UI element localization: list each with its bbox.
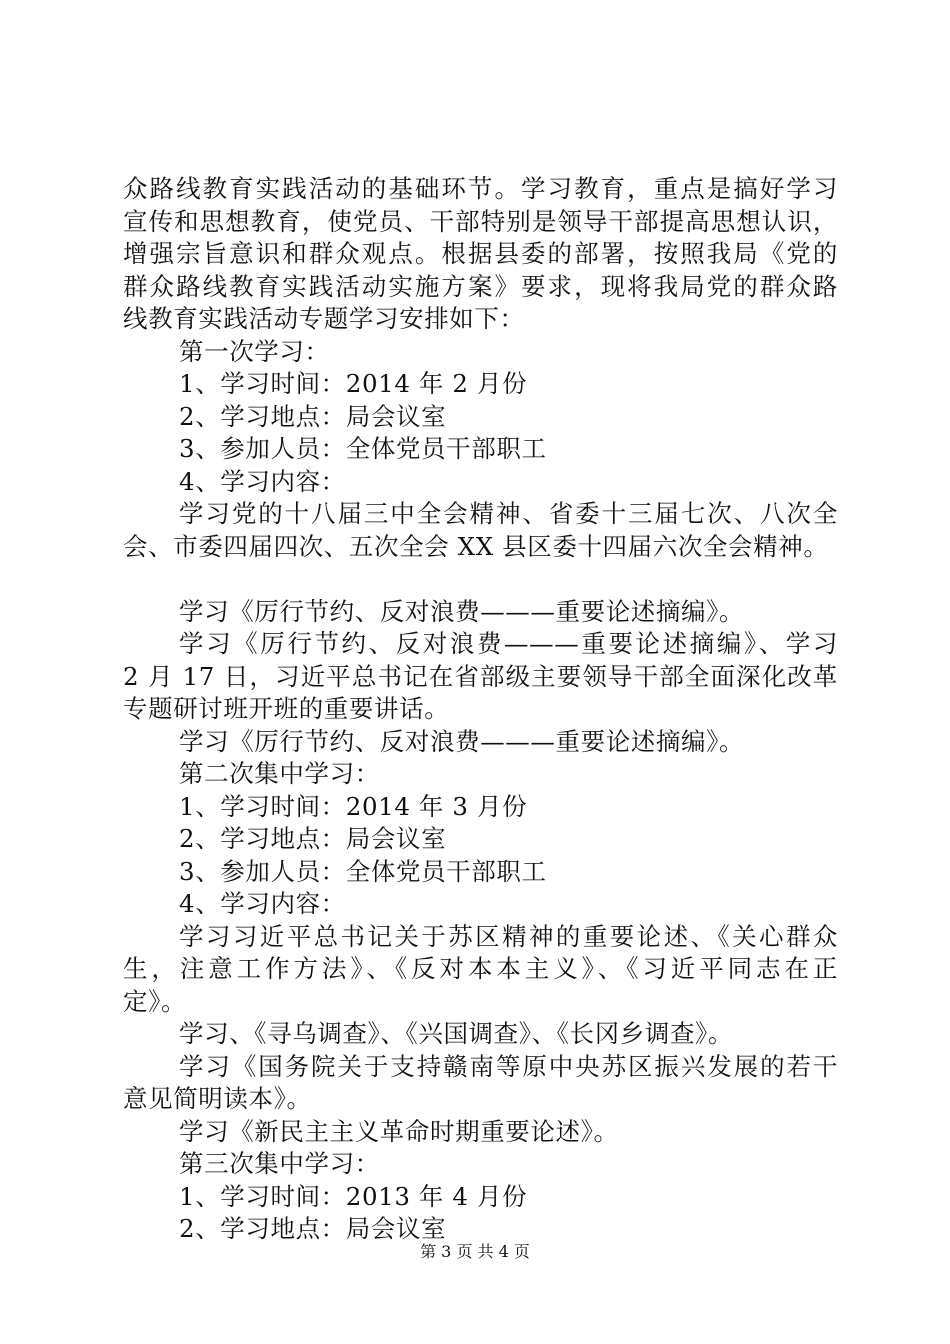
study-content-label: 4、学习内容： [179,466,346,496]
paragraph-line: 学习《国务院关于支持赣南等原中央苏区振兴发展的若干 [179,1051,838,1081]
study-participants: 3、参加人员：全体党员干部职工 [179,856,547,886]
section-heading-first-study: 第一次学习： [179,336,330,366]
study-content-label: 4、学习内容： [179,889,346,918]
paragraph-line: 群众路线教育实践活动实施方案》要求，现将我局党的群众路 [123,271,838,301]
paragraph-line: 生，注意工作方法》、《反对本本主义》、《习近平同志在正 [123,954,838,983]
paragraph-line: 线教育实践活动专题学习安排如下： [123,304,525,333]
paragraph-line: 宣传和思想教育，使党员、干部特别是领导干部提高思想认识， [123,206,838,236]
paragraph-line: 意见简明读本》。 [123,1084,312,1113]
paragraph-line: 定》。 [123,986,187,1016]
section-heading-third-study: 第三次集中学习： [179,1149,380,1178]
document-body [123,173,838,1246]
paragraph-line: 学习《厉行节约、反对浪费———重要论述摘编》、学习 [179,629,838,658]
paragraph-line: 学习党的十八届三中全会精神、省委十三届七次、八次全 [179,499,838,528]
paragraph-line: 学习《厉行节约、反对浪费———重要论述摘编》。 [179,726,745,756]
paragraph-line: 学习《新民主主义革命时期重要论述》。 [179,1116,619,1146]
paragraph-line: 学习习近平总书记关于苏区精神的重要论述、《关心群众 [179,921,838,951]
paragraph-line: 学习《厉行节约、反对浪费———重要论述摘编》。 [179,596,745,626]
study-location: 2、学习地点：局会议室 [179,1214,447,1243]
paragraph-line: 2 月 17 日，习近平总书记在省部级主要领导干部全面深化改革 [123,661,838,691]
study-time: 1、学习时间：2014 年 3 月份 [179,791,528,821]
paragraph-line: 学习、《寻乌调查》、《兴国调查》、《长冈乡调查》。 [179,1019,733,1048]
study-time: 1、学习时间：2013 年 4 月份 [179,1181,528,1211]
study-time: 1、学习时间：2014 年 2 月份 [179,369,528,398]
paragraph-line: 众路线教育实践活动的基础环节。学习教育，重点是搞好学习 [123,174,838,203]
study-location: 2、学习地点：局会议室 [179,401,447,431]
blank-line [123,563,838,596]
study-participants: 3、参加人员：全体党员干部职工 [179,434,547,463]
paragraph-line: 增强宗旨意识和群众观点。根据县委的部署，按照我局《党的 [123,239,838,268]
paragraph-line: 专题研讨班开班的重要讲话。 [123,694,450,723]
section-heading-second-study: 第二次集中学习： [179,759,380,788]
page-number-footer: 第 3 页 共 4 页 [420,1242,530,1261]
paragraph-line: 会、市委四届四次、五次全会 XX 县区委十四届六次全会精神。 [123,531,829,561]
study-location: 2、学习地点：局会议室 [179,824,447,853]
